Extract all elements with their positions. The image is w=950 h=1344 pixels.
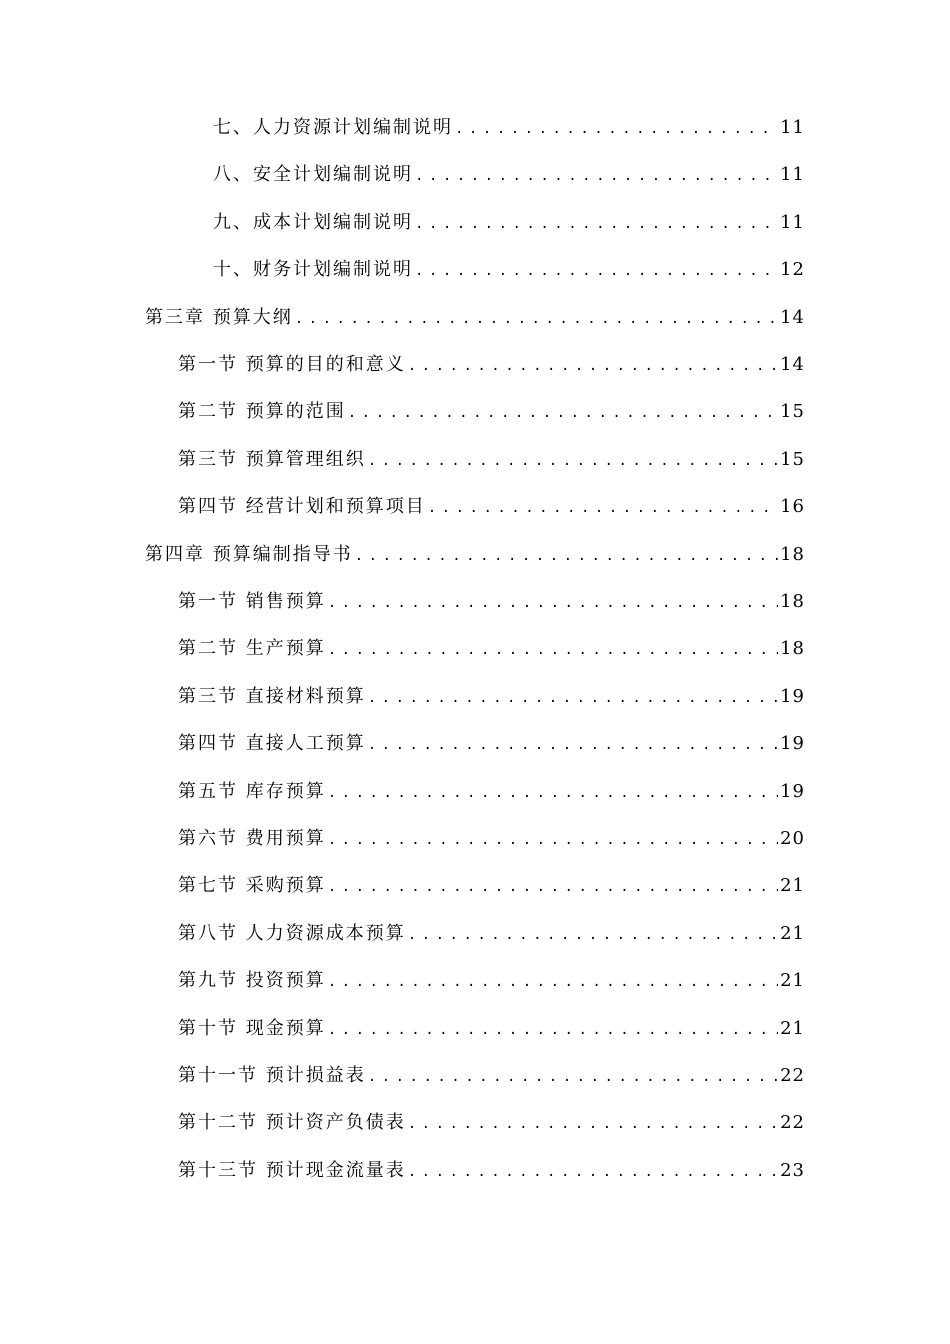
toc-entry[interactable] xyxy=(213,114,805,142)
toc-entry-title: 第二节 预算的范围 xyxy=(178,401,346,422)
toc-dot-leader xyxy=(328,1016,778,1044)
toc-entry-page: 22 xyxy=(780,1065,805,1086)
toc-dot-leader xyxy=(368,731,778,759)
toc-dot-leader xyxy=(328,826,778,854)
toc-dot-leader xyxy=(428,494,778,522)
toc-entry-page: 18 xyxy=(780,591,805,612)
toc-entry-title: 第十节 现金预算 xyxy=(178,1018,326,1039)
toc-entry[interactable] xyxy=(178,730,805,758)
toc-entry-page: 11 xyxy=(780,212,805,233)
toc-entry-title: 第九节 投资预算 xyxy=(178,970,326,991)
toc-entry[interactable] xyxy=(213,256,805,284)
toc-dot-leader xyxy=(408,921,778,949)
toc-dot-leader xyxy=(408,1110,778,1138)
toc-entry[interactable] xyxy=(145,304,805,332)
toc-dot-leader xyxy=(355,542,778,570)
toc-entry-page: 19 xyxy=(780,781,805,802)
toc-dot-leader xyxy=(295,305,778,333)
toc-entry[interactable] xyxy=(178,967,805,995)
toc-entry-title: 十、财务计划编制说明 xyxy=(213,259,413,280)
toc-entry-page: 11 xyxy=(780,117,805,138)
toc-entry-page: 21 xyxy=(780,970,805,991)
toc-entry-page: 19 xyxy=(780,686,805,707)
toc-entry-page: 20 xyxy=(780,828,805,849)
toc-dot-leader xyxy=(415,162,778,190)
toc-dot-leader xyxy=(328,636,778,664)
toc-entry-title: 第四章 预算编制指导书 xyxy=(145,544,353,565)
toc-entry[interactable] xyxy=(178,635,805,663)
toc-entry-page: 19 xyxy=(780,733,805,754)
toc-dot-leader xyxy=(348,399,778,427)
toc-entry[interactable] xyxy=(178,398,805,426)
toc-entry-title: 第十三节 预计现金流量表 xyxy=(178,1160,406,1181)
toc-entry-title: 第一节 销售预算 xyxy=(178,591,326,612)
toc-entry[interactable] xyxy=(178,1015,805,1043)
toc-entry-page: 11 xyxy=(780,164,805,185)
toc-entry-page: 21 xyxy=(780,875,805,896)
toc-entry[interactable] xyxy=(178,920,805,948)
toc-entry-title: 七、人力资源计划编制说明 xyxy=(213,117,453,138)
toc-entry-title: 第八节 人力资源成本预算 xyxy=(178,923,406,944)
toc-entry[interactable] xyxy=(178,351,805,379)
toc-dot-leader xyxy=(368,1063,778,1091)
toc-dot-leader xyxy=(455,115,778,143)
toc-entry-page: 15 xyxy=(780,449,805,470)
toc-entry[interactable] xyxy=(178,493,805,521)
toc-entry-title: 第四节 直接人工预算 xyxy=(178,733,366,754)
toc-entry[interactable] xyxy=(213,209,805,237)
toc-dot-leader xyxy=(408,1158,778,1186)
toc-entry-title: 第四节 经营计划和预算项目 xyxy=(178,496,426,517)
toc-entry-page: 14 xyxy=(780,307,805,328)
toc-entry-title: 第三章 预算大纲 xyxy=(145,307,293,328)
toc-dot-leader xyxy=(328,589,778,617)
toc-entry[interactable] xyxy=(213,161,805,189)
toc-entry[interactable] xyxy=(178,1109,805,1137)
toc-entry[interactable] xyxy=(178,872,805,900)
toc-entry[interactable] xyxy=(145,541,805,569)
toc-dot-leader xyxy=(328,873,778,901)
toc-entry-title: 第一节 预算的目的和意义 xyxy=(178,354,406,375)
toc-dot-leader xyxy=(328,779,778,807)
toc-entry-title: 第六节 费用预算 xyxy=(178,828,326,849)
toc-entry-page: 15 xyxy=(780,401,805,422)
toc-dot-leader xyxy=(368,684,778,712)
toc-entry-page: 23 xyxy=(780,1160,805,1181)
toc-entry[interactable] xyxy=(178,1062,805,1090)
toc-entry[interactable] xyxy=(178,825,805,853)
toc-entry-title: 第三节 直接材料预算 xyxy=(178,686,366,707)
toc-entry[interactable] xyxy=(178,1157,805,1185)
toc-dot-leader xyxy=(415,210,778,238)
toc-entry[interactable] xyxy=(178,588,805,616)
toc-entry-page: 21 xyxy=(780,1018,805,1039)
toc-entry-title: 第十二节 预计资产负债表 xyxy=(178,1112,406,1133)
toc-entry-page: 14 xyxy=(780,354,805,375)
toc-dot-leader xyxy=(368,447,778,475)
toc-entry-page: 22 xyxy=(780,1112,805,1133)
toc-dot-leader xyxy=(328,968,778,996)
toc-entry-title: 八、安全计划编制说明 xyxy=(213,164,413,185)
toc-entry-page: 18 xyxy=(780,638,805,659)
toc-entry[interactable] xyxy=(178,683,805,711)
toc-entry[interactable] xyxy=(178,446,805,474)
toc-entry-title: 第十一节 预计损益表 xyxy=(178,1065,366,1086)
toc-dot-leader xyxy=(415,257,778,285)
toc-entry-title: 第五节 库存预算 xyxy=(178,781,326,802)
toc-entry-page: 21 xyxy=(780,923,805,944)
toc-entry-title: 九、成本计划编制说明 xyxy=(213,212,413,233)
toc-dot-leader xyxy=(408,352,778,380)
toc-entry[interactable] xyxy=(178,778,805,806)
toc-entry-page: 18 xyxy=(780,544,805,565)
toc-entry-page: 16 xyxy=(780,496,805,517)
toc-entry-title: 第三节 预算管理组织 xyxy=(178,449,366,470)
toc-entry-title: 第二节 生产预算 xyxy=(178,638,326,659)
toc-entry-page: 12 xyxy=(780,259,805,280)
toc-entry-title: 第七节 采购预算 xyxy=(178,875,326,896)
